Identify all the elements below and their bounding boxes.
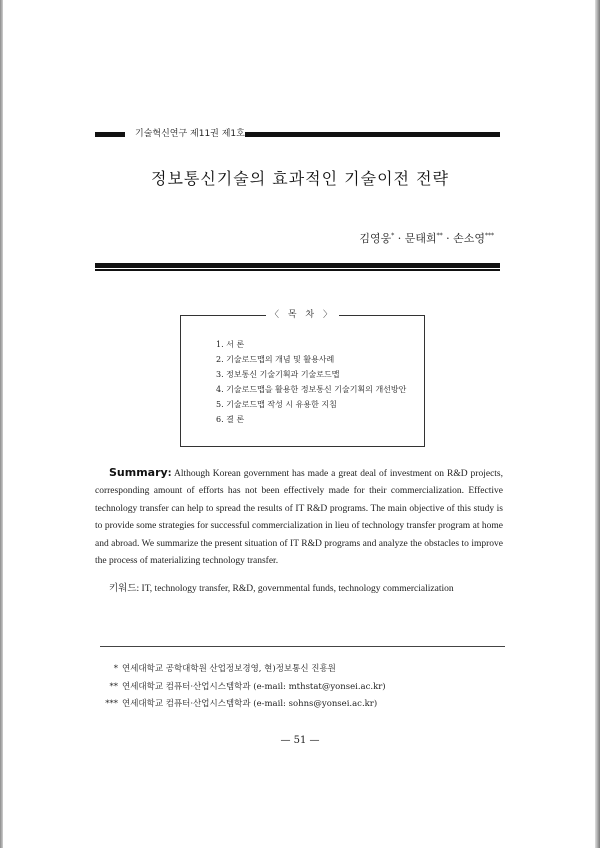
keywords-label: 키워드 bbox=[109, 584, 137, 594]
toc-item: 5. 기술로드맵 작성 시 유용한 지침 bbox=[216, 400, 337, 409]
author-line bbox=[359, 230, 494, 246]
title-rule-thin bbox=[95, 269, 500, 271]
table-of-contents bbox=[180, 310, 425, 447]
footnote-text: 연세대학교 컴퓨터·산업시스템학과 (e-mail: mthstat@yonsei.ac.kr) bbox=[122, 681, 386, 692]
page-number: — 51 — bbox=[280, 735, 320, 746]
toc-item: 1. 서 론 bbox=[216, 340, 245, 349]
summary-text: Although Korean government has made a great deal of investment on R&D projects, corresponding amount of efforts has not been effectively made for their commercialization. Effective technology transfer can help to spread the results of IT R&D programs. The main objective of this study is to provide some strategies for successful commercialization in lieu of technology transfer program at home and abroad. We summarize the present situation of IT R&D programs and analyze the obstacles to improve the process of materializing technology transfer. bbox=[95, 469, 503, 567]
footnote-text: 연세대학교 공학대학원 산업정보경영, 현)정보통신 진흥원 bbox=[122, 664, 336, 674]
footnote-marker: *** bbox=[105, 699, 118, 709]
toc-list bbox=[216, 337, 406, 427]
footnote-item bbox=[104, 661, 386, 679]
toc-item: 4. 기술로드맵을 활용한 정보통신 기술기획의 개선방안 bbox=[216, 385, 407, 394]
author-name: 손소영 bbox=[453, 232, 485, 245]
journal-name: 기술혁신연구 제11권 제1호 bbox=[135, 129, 245, 139]
footnote-marker: ** bbox=[109, 681, 118, 692]
author-mark: *** bbox=[485, 232, 494, 240]
toc-item: 3. 정보통신 기술기획과 기술로드맵 bbox=[216, 370, 340, 379]
header-bar-right bbox=[245, 132, 500, 137]
author-mark: * bbox=[391, 232, 395, 240]
author-mark: ** bbox=[436, 232, 443, 240]
toc-item: 2. 기술로드맵의 개념 및 활용사례 bbox=[216, 355, 335, 364]
footnote-divider bbox=[100, 646, 505, 647]
title-rule-thick bbox=[95, 263, 500, 268]
footnote-marker: * bbox=[113, 664, 118, 674]
footnote-item bbox=[104, 696, 386, 714]
header-bar-left bbox=[95, 132, 125, 137]
summary-label: Summary bbox=[109, 466, 168, 479]
toc-item: 6. 결 론 bbox=[216, 415, 245, 424]
footnotes bbox=[104, 661, 386, 714]
page-edge-left bbox=[0, 0, 3, 848]
author-separator: · bbox=[394, 232, 405, 245]
author-name: 김영웅 bbox=[359, 232, 392, 245]
journal-header bbox=[95, 127, 500, 141]
author-name: 문태희 bbox=[404, 232, 437, 245]
page-edge-right bbox=[595, 0, 600, 848]
summary-colon: : bbox=[167, 468, 172, 479]
toc-title: 〈 목 차 〉 bbox=[266, 310, 339, 320]
footnote-item bbox=[104, 679, 386, 697]
keywords-text: IT, technology transfer, R&D, governmental funds, technology commercialization bbox=[141, 584, 454, 594]
paper-title: 정보통신기술의 효과적인 기술이전 전략 bbox=[150, 169, 449, 188]
keywords: 키워드: IT, technology transfer, R&D, governmental funds, technology commercialization bbox=[109, 584, 454, 594]
author-separator: · bbox=[442, 232, 454, 245]
abstract bbox=[95, 464, 503, 570]
footnote-text: 연세대학교 컴퓨터·산업시스템학과 (e-mail: sohns@yonsei.ac.kr) bbox=[122, 699, 378, 709]
